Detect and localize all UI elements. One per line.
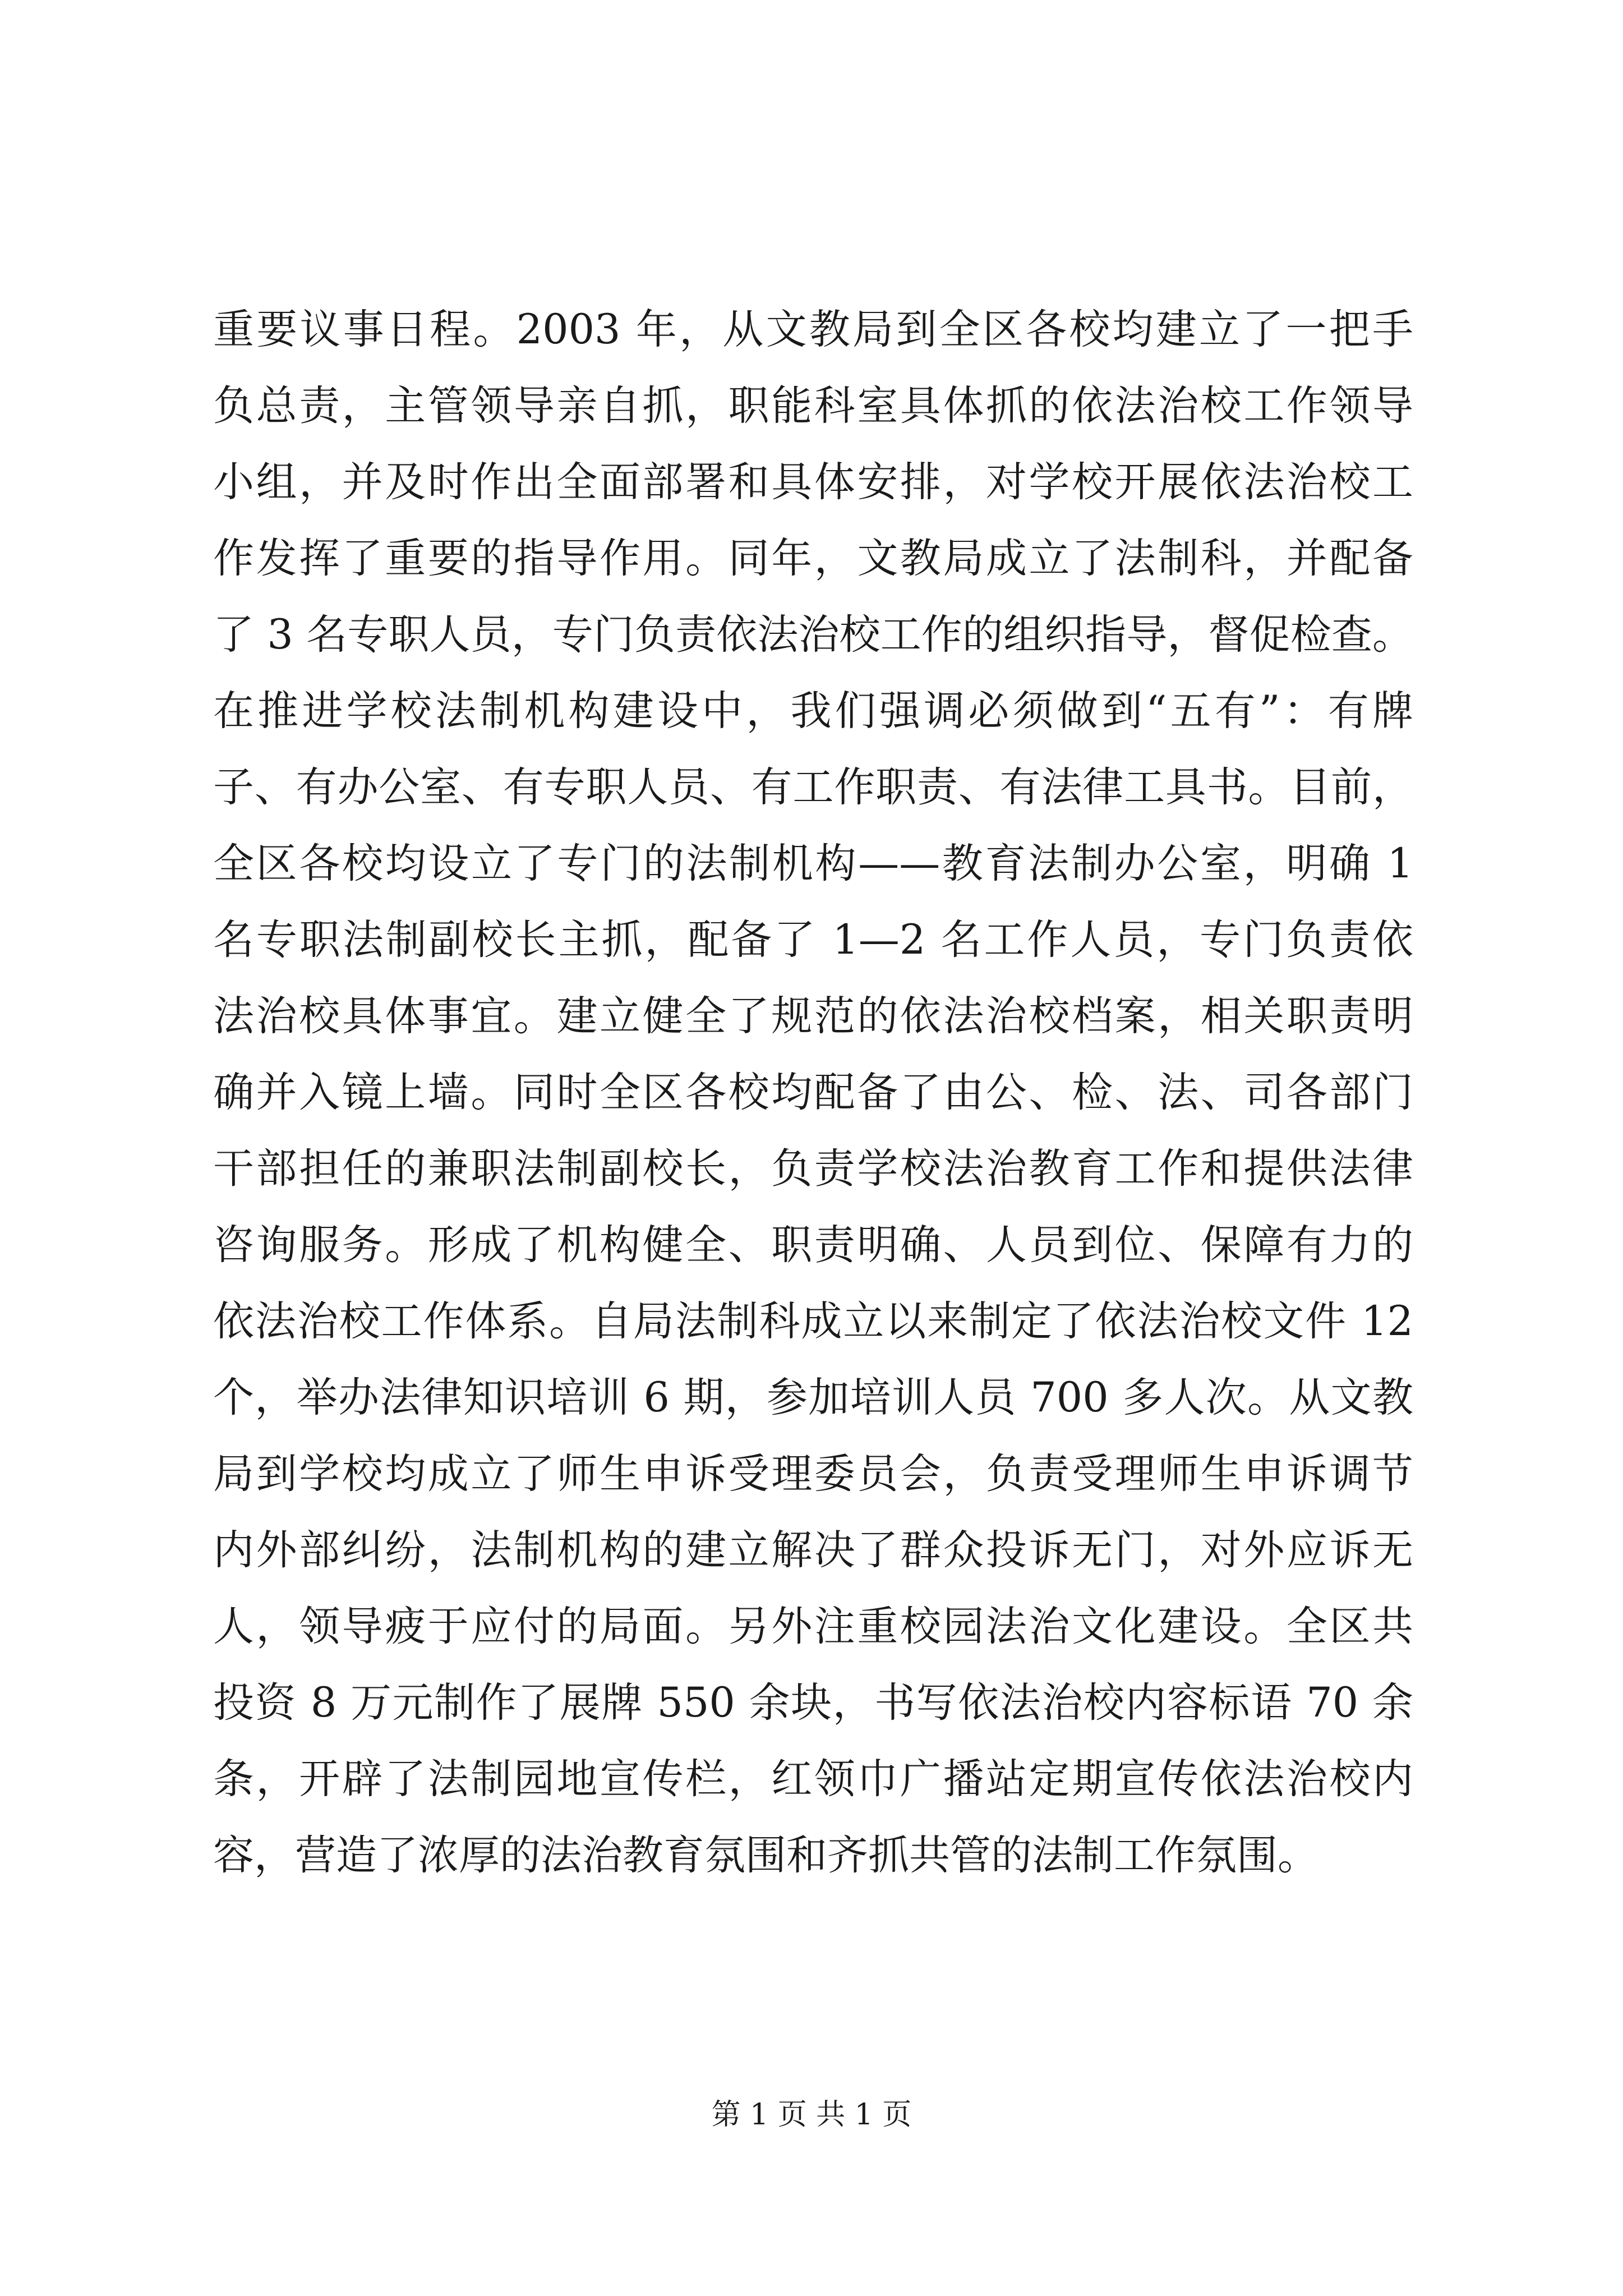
- page-footer: 第 1 页 共 1 页: [711, 2098, 912, 2132]
- text-line: 重要议事日程。2003 年，从文教局到全区各校均建立了一把手: [213, 306, 1413, 353]
- text-line: 子、有办公室、有专职人员、有工作职责、有法律工具书。目前，: [213, 763, 1413, 811]
- text-line: 依法治校工作体系。自局法制科成立以来制定了依法治校文件 12: [213, 1297, 1413, 1345]
- text-line: 条，开辟了法制园地宣传栏，红领巾广播站定期宣传依法治校内: [213, 1755, 1413, 1803]
- text-line: 投资 8 万元制作了展牌 550 余块，书写依法治校内容标语 70 余: [213, 1679, 1413, 1727]
- text-line: 法治校具体事宜。建立健全了规范的依法治校档案，相关职责明: [213, 992, 1413, 1040]
- text-line: 作发挥了重要的指导作用。同年，文教局成立了法制科，并配备: [213, 535, 1413, 582]
- text-line: 全区各校均设立了专门的法制机构——教育法制办公室，明确 1: [213, 840, 1413, 887]
- text-line: 在推进学校法制机构建设中，我们强调必须做到“五有”：有牌: [213, 687, 1413, 735]
- body-text: [213, 292, 1413, 1894]
- text-line: 确并入镜上墙。同时全区各校均配备了由公、检、法、司各部门: [213, 1069, 1413, 1116]
- text-line: 咨询服务。形成了机构健全、职责明确、人员到位、保障有力的: [213, 1221, 1413, 1269]
- text-line: 干部担任的兼职法制副校长，负责学校法治教育工作和提供法律: [213, 1145, 1413, 1193]
- text-line: 容，营造了浓厚的法治教育氛围和齐抓共管的法制工作氛围。: [213, 1832, 1318, 1879]
- text-line: 内外部纠纷，法制机构的建立解决了群众投诉无门，对外应诉无: [213, 1526, 1413, 1574]
- text-line: 负总责，主管领导亲自抓，职能科室具体抓的依法治校工作领导: [213, 382, 1413, 430]
- text-line: 人，领导疲于应付的局面。另外注重校园法治文化建设。全区共: [213, 1603, 1413, 1650]
- text-line: 名专职法制副校长主抓，配备了 1—2 名工作人员，专门负责依: [213, 916, 1413, 964]
- text-line: 了 3 名专职人员，专门负责依法治校工作的组织指导，督促检查。: [213, 611, 1413, 659]
- text-line: 个，举办法律知识培训 6 期，参加培训人员 700 多人次。从文教: [213, 1374, 1413, 1421]
- text-line: 小组，并及时作出全面部署和具体安排，对学校开展依法治校工: [213, 458, 1413, 506]
- text-line: 局到学校均成立了师生申诉受理委员会，负责受理师生申诉调节: [213, 1450, 1413, 1498]
